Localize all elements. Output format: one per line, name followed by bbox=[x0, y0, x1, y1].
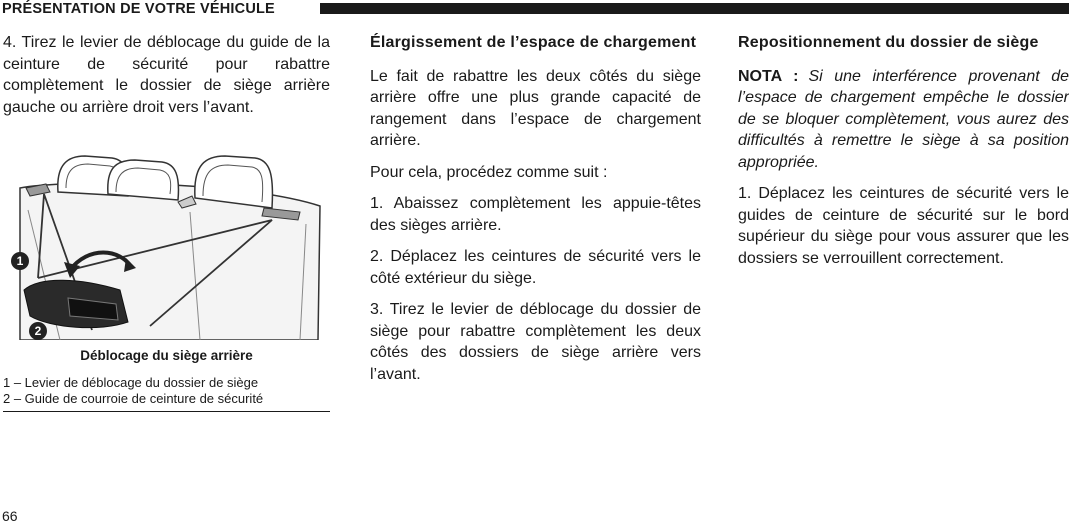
cargo-step-3: 3. Tirez le levier de déblocage du dossier de siège pour rabattre complètement les deux côtés des dossiers de siège arrière vers l’avant. bbox=[370, 301, 701, 383]
procedure-intro-text: Pour cela, procédez comme suit : bbox=[370, 163, 608, 181]
legend-item-2: 2 – Guide de courroie de ceinture de sécurité bbox=[3, 391, 264, 406]
reposition-step-1: 1. Déplacez les ceintures de sécurité vers le guides de ceinture de sécurité sur le bord supérieur du siège pour vous assurer que les dossiers se verrouillent correctement. bbox=[738, 185, 1069, 267]
nota-text: Si une interférence provenant de l’espace de chargement empêche le dossier de se bloquer complètement, vous aurez des difficultés à remettre le siège à sa position appropriée. bbox=[738, 67, 1069, 171]
page-number: 66 bbox=[2, 508, 18, 524]
step-4-text: 4. Tirez le levier de déblocage du guide de la ceinture de sécurité pour rabattre complètement le dossier de siège arrière gauche ou arrière droit vers l’avant. bbox=[3, 34, 330, 116]
column-right bbox=[738, 32, 1069, 269]
header-rule bbox=[320, 3, 1069, 14]
figure-legend bbox=[3, 375, 330, 412]
section-title: PRÉSENTATION DE VOTRE VÉHICULE bbox=[2, 1, 275, 17]
cargo-expansion-heading: Élargissement de l’espace de chargement bbox=[370, 34, 697, 51]
rear-seat-drawing bbox=[0, 150, 330, 340]
figure-caption: Déblocage du siège arrière bbox=[80, 348, 253, 363]
nota-label: NOTA : bbox=[738, 67, 799, 85]
callout-1-label: 1 bbox=[16, 254, 24, 268]
callout-2 bbox=[29, 322, 47, 340]
cargo-intro-text: Le fait de rabattre les deux côtés du siège arrière offre une plus grande capacité de rangement dans l’espace de chargement arrière. bbox=[370, 67, 701, 149]
running-header bbox=[0, 0, 1069, 20]
legend-item-1: 1 – Levier de déblocage du dossier de siège bbox=[3, 375, 259, 390]
column-middle bbox=[370, 32, 701, 385]
callout-2-label: 2 bbox=[34, 324, 42, 338]
nota-block bbox=[738, 66, 1069, 174]
seatback-reposition-heading: Repositionnement du dossier de siège bbox=[738, 34, 1039, 51]
callout-1 bbox=[11, 252, 29, 270]
seat-release-illustration bbox=[0, 150, 330, 340]
cargo-step-1: 1. Abaissez complètement les appuie-têtes des sièges arrière. bbox=[370, 195, 701, 234]
cargo-step-2: 2. Déplacez les ceintures de sécurité vers le côté extérieur du siège. bbox=[370, 248, 701, 287]
column-left bbox=[3, 32, 330, 412]
